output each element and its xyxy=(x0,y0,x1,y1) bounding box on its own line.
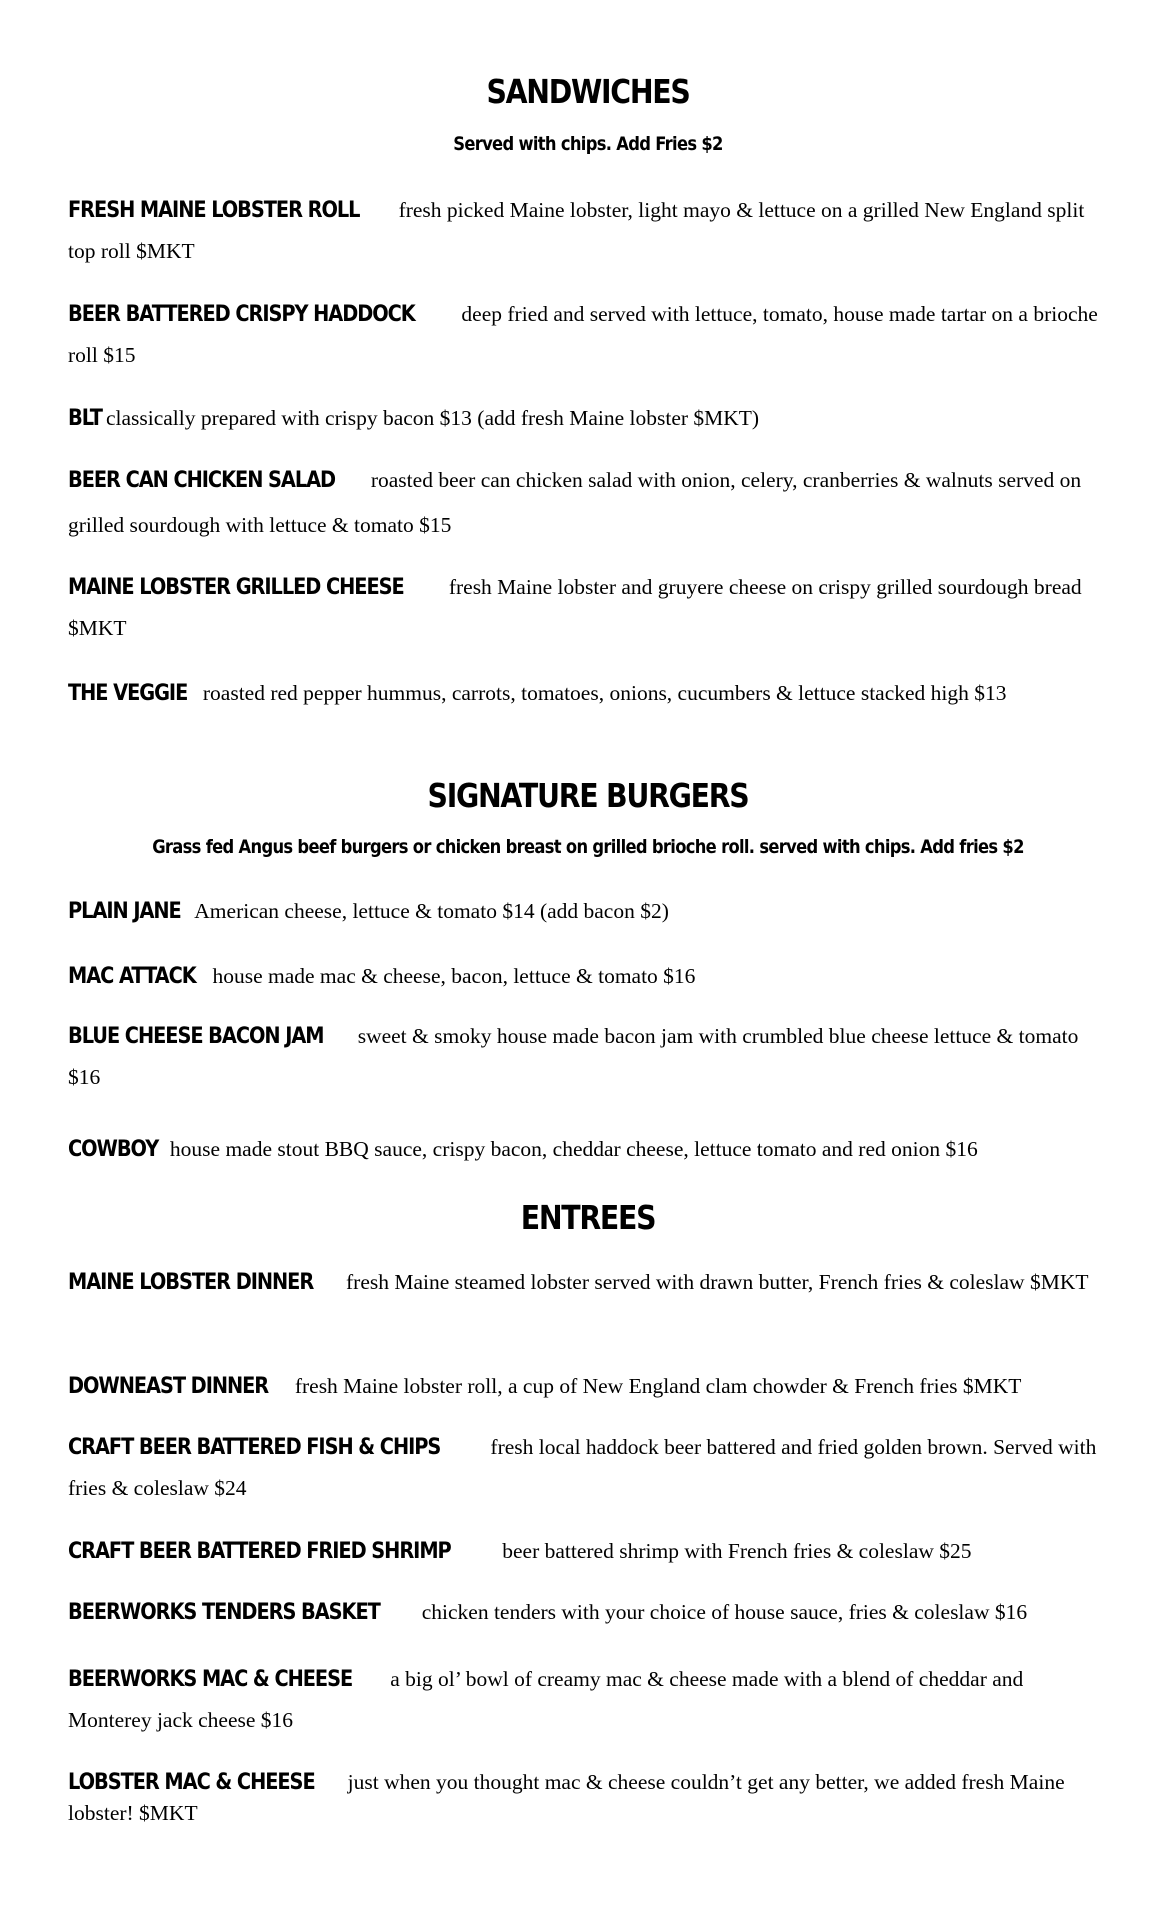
item-name: BEERWORKS MAC & CHEESE xyxy=(68,1667,353,1692)
item-description: a big ol’ bowl of creamy mac & cheese made with a blend of cheddar and Monterey jack cheese $16 xyxy=(68,1667,1024,1732)
section-subtitle-sandwiches: Served with chips. Add Fries $2 xyxy=(453,133,723,155)
item-description: American cheese, lettuce & tomato $14 (add bacon $2) xyxy=(190,899,669,923)
item-description: chicken tenders with your choice of house sauce, fries & coleslaw $16 xyxy=(416,1600,1028,1624)
item-name: FRESH MAINE LOBSTER ROLL xyxy=(68,198,360,223)
section-subtitle-burgers: Grass fed Angus beef burgers or chicken breast on grilled brioche roll. served with chips. Add fries $2 xyxy=(152,836,1024,858)
item-name: MAINE LOBSTER GRILLED CHEESE xyxy=(68,575,404,600)
item-description: roasted beer can chicken salad with onion, celery, cranberries & walnuts served on grilled sourdough with lettuce & tomato $15 xyxy=(68,468,1082,537)
item-name: BLT xyxy=(68,406,102,431)
item-name: LOBSTER MAC & CHEESE xyxy=(68,1770,315,1795)
item-name: MAC ATTACK xyxy=(68,964,196,989)
item-name: BEER BATTERED CRISPY HADDOCK xyxy=(68,302,415,327)
menu-item xyxy=(68,567,1108,649)
menu-item xyxy=(68,1592,1108,1633)
menu-item xyxy=(68,956,1108,997)
item-description: house made mac & cheese, bacon, lettuce & tomato $16 xyxy=(207,964,696,988)
item-name: CRAFT BEER BATTERED FISH & CHIPS xyxy=(68,1435,441,1460)
item-description: classically prepared with crispy bacon $13 (add fresh Maine lobster $MKT) xyxy=(100,406,760,430)
menu-item xyxy=(68,891,1108,932)
menu-item xyxy=(68,294,1108,376)
item-description: beer battered shrimp with French fries & coleslaw $25 xyxy=(496,1539,972,1563)
item-name: MAINE LOBSTER DINNER xyxy=(68,1270,314,1295)
item-description: sweet & smoky house made bacon jam with crumbled blue cheese lettuce & tomato $16 xyxy=(68,1024,1079,1089)
item-name: BEERWORKS TENDERS BASKET xyxy=(68,1600,380,1625)
item-name: BLUE CHEESE BACON JAM xyxy=(68,1024,324,1049)
item-name: COWBOY xyxy=(68,1137,159,1162)
menu-item xyxy=(68,1767,1108,1829)
section-title-burgers: SIGNATURE BURGERS xyxy=(427,776,749,815)
menu-page xyxy=(68,0,1108,1920)
item-description: deep fried and served with lettuce, tomato, house made tartar on a brioche roll $15 xyxy=(68,302,1098,367)
item-name: DOWNEAST DINNER xyxy=(68,1374,269,1399)
menu-item xyxy=(68,1531,1108,1572)
menu-item xyxy=(68,398,1108,439)
item-description: fresh picked Maine lobster, light mayo & lettuce on a grilled New England split top roll $MKT xyxy=(68,198,1085,263)
menu-item xyxy=(68,458,1108,548)
item-description: fresh Maine lobster roll, a cup of New England clam chowder & French fries $MKT xyxy=(289,1374,1022,1398)
menu-item xyxy=(68,1129,1108,1170)
menu-item xyxy=(68,1016,1108,1098)
item-name: THE VEGGIE xyxy=(68,681,188,706)
menu-item xyxy=(68,1659,1108,1741)
item-name: PLAIN JANE xyxy=(68,899,181,924)
item-description: house made stout BBQ sauce, crispy bacon, cheddar cheese, lettuce tomato and red onion $16 xyxy=(164,1137,978,1161)
section-title-sandwiches: SANDWICHES xyxy=(486,72,690,111)
menu-item xyxy=(68,190,1108,272)
item-description: roasted red pepper hummus, carrots, tomatoes, onions, cucumbers & lettuce stacked high $13 xyxy=(197,681,1007,705)
menu-item xyxy=(68,1366,1108,1407)
item-description: fresh Maine steamed lobster served with drawn butter, French fries & coleslaw $MKT xyxy=(340,1270,1089,1294)
menu-item xyxy=(68,678,1108,709)
section-title-entrees: ENTREES xyxy=(520,1198,656,1237)
item-description: fresh local haddock beer battered and fried golden brown. Served with fries & coleslaw $24 xyxy=(68,1435,1097,1500)
menu-item xyxy=(68,1427,1108,1509)
item-description: fresh Maine lobster and gruyere cheese on crispy grilled sourdough bread $MKT xyxy=(68,575,1082,640)
item-name: BEER CAN CHICKEN SALAD xyxy=(68,468,336,493)
item-name: CRAFT BEER BATTERED FRIED SHRIMP xyxy=(68,1539,451,1564)
item-description: just when you thought mac & cheese couldn’t get any better, we added fresh Maine lobster! $MKT xyxy=(68,1770,1065,1825)
menu-item xyxy=(68,1262,1108,1303)
